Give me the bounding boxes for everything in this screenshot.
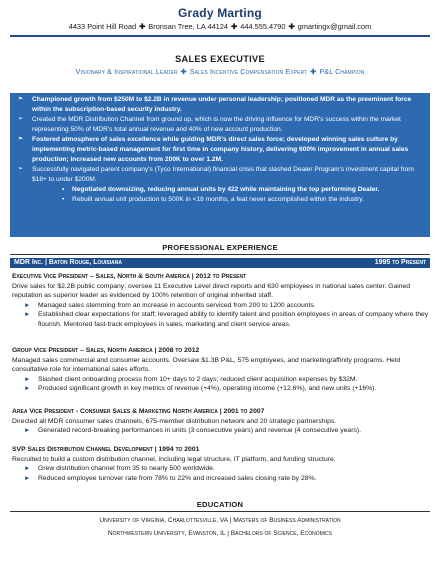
candidate-name: Grady Marting — [178, 6, 262, 20]
role-block — [12, 445, 430, 483]
phone: 444.555.4790 — [240, 22, 286, 31]
email[interactable]: gmartingx@gmail.com — [297, 22, 372, 31]
company-bar — [10, 258, 430, 268]
summary-subitem — [32, 195, 416, 205]
education-section-title: EDUCATION — [196, 500, 244, 509]
bullet-text: Grew distribution channel from 35 to nearly 500 worldwide. — [38, 465, 215, 473]
experience-section-title: PROFESSIONAL EXPERIENCE — [162, 243, 278, 252]
role-title: Group Vice President – Sales, North America | 2008 to 2012 — [12, 347, 200, 354]
bullet-text: Established clear expectations for staff; leveraged ability to identify talent and position employees in areas of company where they flourish. Mentored fast-track employees in sales, marketing and client service areas. — [38, 311, 429, 328]
role-title: Executive Vice President – Sales, North & South America | 2012 to Present — [12, 273, 247, 280]
role-bullet — [12, 310, 430, 329]
summary-subitem — [32, 185, 416, 195]
education-line: University of Virginia, Charlottesville, VA | Masters of Business Administration — [99, 517, 341, 524]
bullet-text: Managed sales stemming from an increase in accounts serviced from 200 to 1200 accounts. — [38, 301, 316, 309]
triangle-bullet-icon: ► — [24, 465, 31, 473]
separator-icon: ✚ — [231, 22, 238, 31]
triangle-bullet-icon: ► — [24, 375, 31, 383]
summary-item — [18, 95, 416, 114]
separator-icon: ✚ — [139, 22, 146, 31]
headline: SALES EXECUTIVE — [175, 54, 265, 64]
specialty: Visionary & Inspirational Leader — [75, 67, 178, 76]
separator-icon: ✚ — [310, 67, 317, 76]
separator-icon: ✚ — [180, 67, 187, 76]
role-description: Recruited to build a custom distribution channel, including legal structure, IT platform, and funding structure. — [12, 455, 336, 463]
summary-item — [18, 165, 416, 184]
summary-text: Championed growth from $250M to $2.2B in revenue under personal leadership; positioned MDR as the preeminent force within the subscription-based security industry. — [32, 96, 412, 113]
role-bullet — [12, 474, 430, 484]
section-divider — [10, 511, 430, 512]
role-block — [12, 407, 430, 436]
bullet-text: Produced significant growth in key metrics of revenue (+4%), operating income (+12.6%), and new units (+16%). — [38, 385, 377, 393]
summary-box — [10, 93, 430, 237]
address: 4433 Point Hill Road — [68, 22, 137, 31]
summary-item — [18, 135, 416, 164]
role-description: Drive sales for $2.2B public company; oversee 11 Executive Level direct reports and 630 employees in national sales center. Gained reputation as superior leader as evidenced by 100% retention of original inherited staff. — [12, 282, 411, 300]
summary-text: Created the MDR Distribution Channel from ground up, which is now the driving influence for MDR's success within the market representing 50% of MDR's total annual revenue and 40% of new account production. — [32, 116, 401, 133]
role-bullet — [12, 464, 430, 474]
triangle-bullet-icon: ► — [24, 427, 31, 435]
summary-text: Fostered atmosphere of sales excellence while guiding MDR's direct sales force; developed winning sales culture by implementing metric-based management for first time in company history, delivering 600% improvement in annual sales production; increased new accounts from 200K to over 1.2M. — [32, 136, 409, 163]
role-bullet — [12, 301, 430, 311]
arrow-icon: ➢ — [18, 166, 24, 173]
role-title: SVP Sales Distribution Channel Development | 1994 to 2001 — [12, 446, 200, 453]
bullet-text: Generated record-breaking performances in units (3 consecutive years) and revenue (4 consecutive years). — [38, 427, 362, 435]
role-title: Area Vice President - Consumer Sales & Marketing North America | 2001 to 2007 — [12, 408, 265, 415]
role-block — [12, 346, 430, 394]
role-bullet — [12, 426, 430, 436]
company-dates: 1995 to Present — [374, 259, 426, 266]
company-name: MDR Inc. | Baton Rouge, Louisiana — [14, 259, 122, 266]
bullet-text: Slashed client onboarding process from 10+ days to 2 days; reduced client acquisition expenses by $32M. — [38, 375, 358, 383]
education-line: Northwestern University, Evanston, IL | Bachelors of Science, Economics — [107, 530, 333, 537]
specialties-line — [0, 67, 440, 76]
role-bullet — [12, 375, 430, 385]
header-divider — [10, 35, 430, 37]
bullet-text: Reduced employee turnover rate from 78% to 22% and increased sales closing rate by 28%. — [38, 474, 317, 482]
summary-text: Successfully navigated parent company's (Tyco International) financial crisis that slashed Dealer Program's investment capital from $18+ to under $200M. — [32, 166, 414, 183]
triangle-bullet-icon: ► — [24, 301, 31, 309]
role-bullet — [12, 384, 430, 394]
specialty: Sales Incentive Compensation Expert — [189, 67, 308, 76]
section-divider — [10, 254, 430, 255]
role-description: Directed all MDR consumer sales channels, 675-member distribution network and 20 strategic partnerships. — [12, 417, 337, 425]
triangle-bullet-icon: ► — [24, 311, 31, 319]
arrow-icon: ➢ — [18, 96, 24, 102]
bullet-dot-icon: • — [62, 186, 65, 194]
separator-icon: ✚ — [288, 22, 295, 31]
city: Bronsan Tree, LA 44124 — [148, 22, 229, 31]
role-description: Managed sales commercial and consumer accounts. Oversaw $1.3B P&L, 575 employees, and marketing/affinity programs. Held consultative role for international sales efforts. — [12, 356, 401, 374]
summary-item — [18, 115, 416, 134]
summary-subtext: Rebuilt annual unit production to 500K in <18 months, a feat never accomplished within the industry. — [72, 195, 364, 203]
contact-line — [0, 22, 440, 31]
arrow-icon: ➢ — [18, 116, 24, 123]
bullet-dot-icon: • — [62, 195, 65, 203]
specialty: P&L Champion — [319, 67, 365, 76]
triangle-bullet-icon: ► — [24, 474, 31, 482]
summary-subtext: Negotiated downsizing, reducing annual units by 422 while maintaining the top performing Dealer. — [72, 186, 380, 194]
role-block — [12, 272, 430, 330]
triangle-bullet-icon: ► — [24, 385, 31, 393]
arrow-icon: ➢ — [18, 136, 24, 143]
